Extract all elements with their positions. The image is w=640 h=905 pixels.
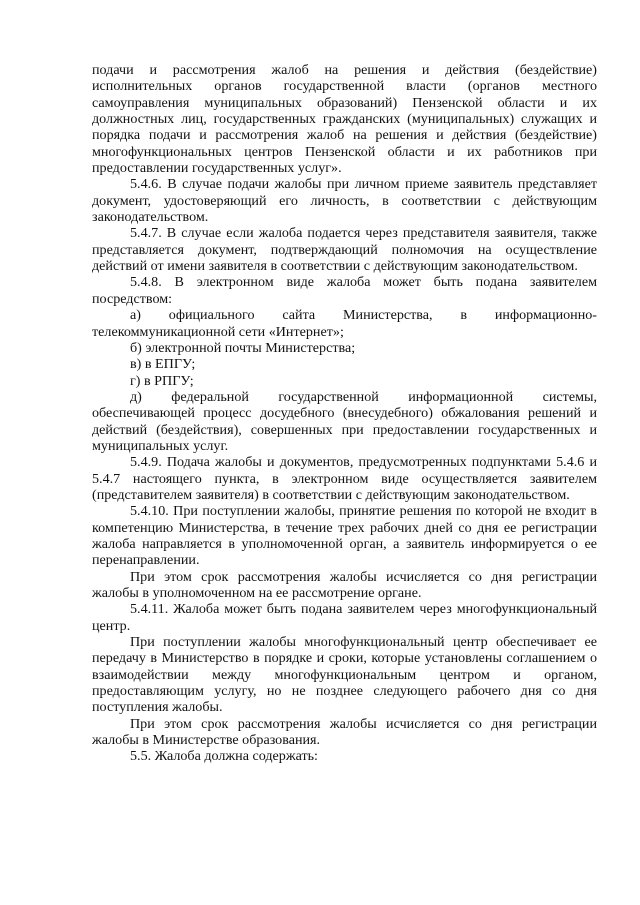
paragraph-5-4-11: 5.4.11. Жалоба может быть подана заявителем через многофункциональный центр. xyxy=(92,601,597,634)
paragraph-review-period-ministry: При этом срок рассмотрения жалобы исчисляется со дня регистрации жалобы в Министерстве образования. xyxy=(92,715,597,749)
paragraph-5-4-10: 5.4.10. При поступлении жалобы, принятие решения по которой не входит в компетенцию Министерства, в течение трех рабочих дней со дня ее регистрации жалоба направляется в уполномоченной орган, а заявитель информируется о ее перенаправлении. xyxy=(92,503,597,569)
paragraph-complaint-procedure-continuation: подачи и рассмотрения жалоб на решения и действия (бездействие) исполнительных органов государственной власти (органов местного самоуправления муниципальных образований) Пензенской области и их должностных лиц, государственных гражданских (муниципальных) служащих и порядка подачи и рассмотрения жалоб на решения и действия (бездействие) многофункциональных центров Пензенской области и их работников при предоставлении государственных услуг». xyxy=(92,62,597,177)
paragraph-review-period-authorized-body: При этом срок рассмотрения жалобы исчисляется со дня регистрации жалобы в уполномоченном на ее рассмотрение органе. xyxy=(92,568,597,601)
paragraph-5-4-9: 5.4.9. Подача жалобы и документов, предусмотренных подпунктами 5.4.6 и 5.4.7 настоящего пункта, в электронном виде осуществляется заявителем (представителем заявителя) в соответствии с действующим законодательством. xyxy=(92,454,597,503)
paragraph-5-5: 5.5. Жалоба должна содержать: xyxy=(130,748,318,765)
paragraph-5-4-6: 5.4.6. В случае подачи жалобы при личном приеме заявитель представляет документ, удостоверяющий его личность, в соответствии с действующим законодательством. xyxy=(92,176,597,226)
paragraph-5-4-8: 5.4.8. В электронном виде жалоба может быть подана заявителем посредством: xyxy=(92,274,597,307)
paragraph-5-4-7: 5.4.7. В случае если жалоба подается через представителя заявителя, также представляется документ, подтверждающий полномочия на осуществление действий от имени заявителя в соответствии с действующим законодательством. xyxy=(92,225,597,275)
paragraph-mfc-transfer: При поступлении жалобы многофункциональный центр обеспечивает ее передачу в Министерство в порядке и сроки, которые установлены соглашением о взаимодействии между многофункциональным центром и органом, предоставляющим услугу, но не позднее следующего рабочего дня со дня поступления жалобы. xyxy=(92,634,597,716)
list-item-v: в) в ЕПГУ; xyxy=(130,356,196,373)
list-item-d: д) федеральной государственной информационной системы, обеспечивающей процесс досудебного (внесудебного) обжалования решений и действий (бездействия), совершенных при предоставлении государственных и муниципальных услуг. xyxy=(92,388,597,454)
list-item-b: б) электронной почты Министерства; xyxy=(130,339,356,356)
list-item-a: а) официального сайта Министерства, в информационно-телекоммуникационной сети «Интернет»; xyxy=(92,307,597,340)
list-item-g: г) в РПГУ; xyxy=(130,372,194,389)
